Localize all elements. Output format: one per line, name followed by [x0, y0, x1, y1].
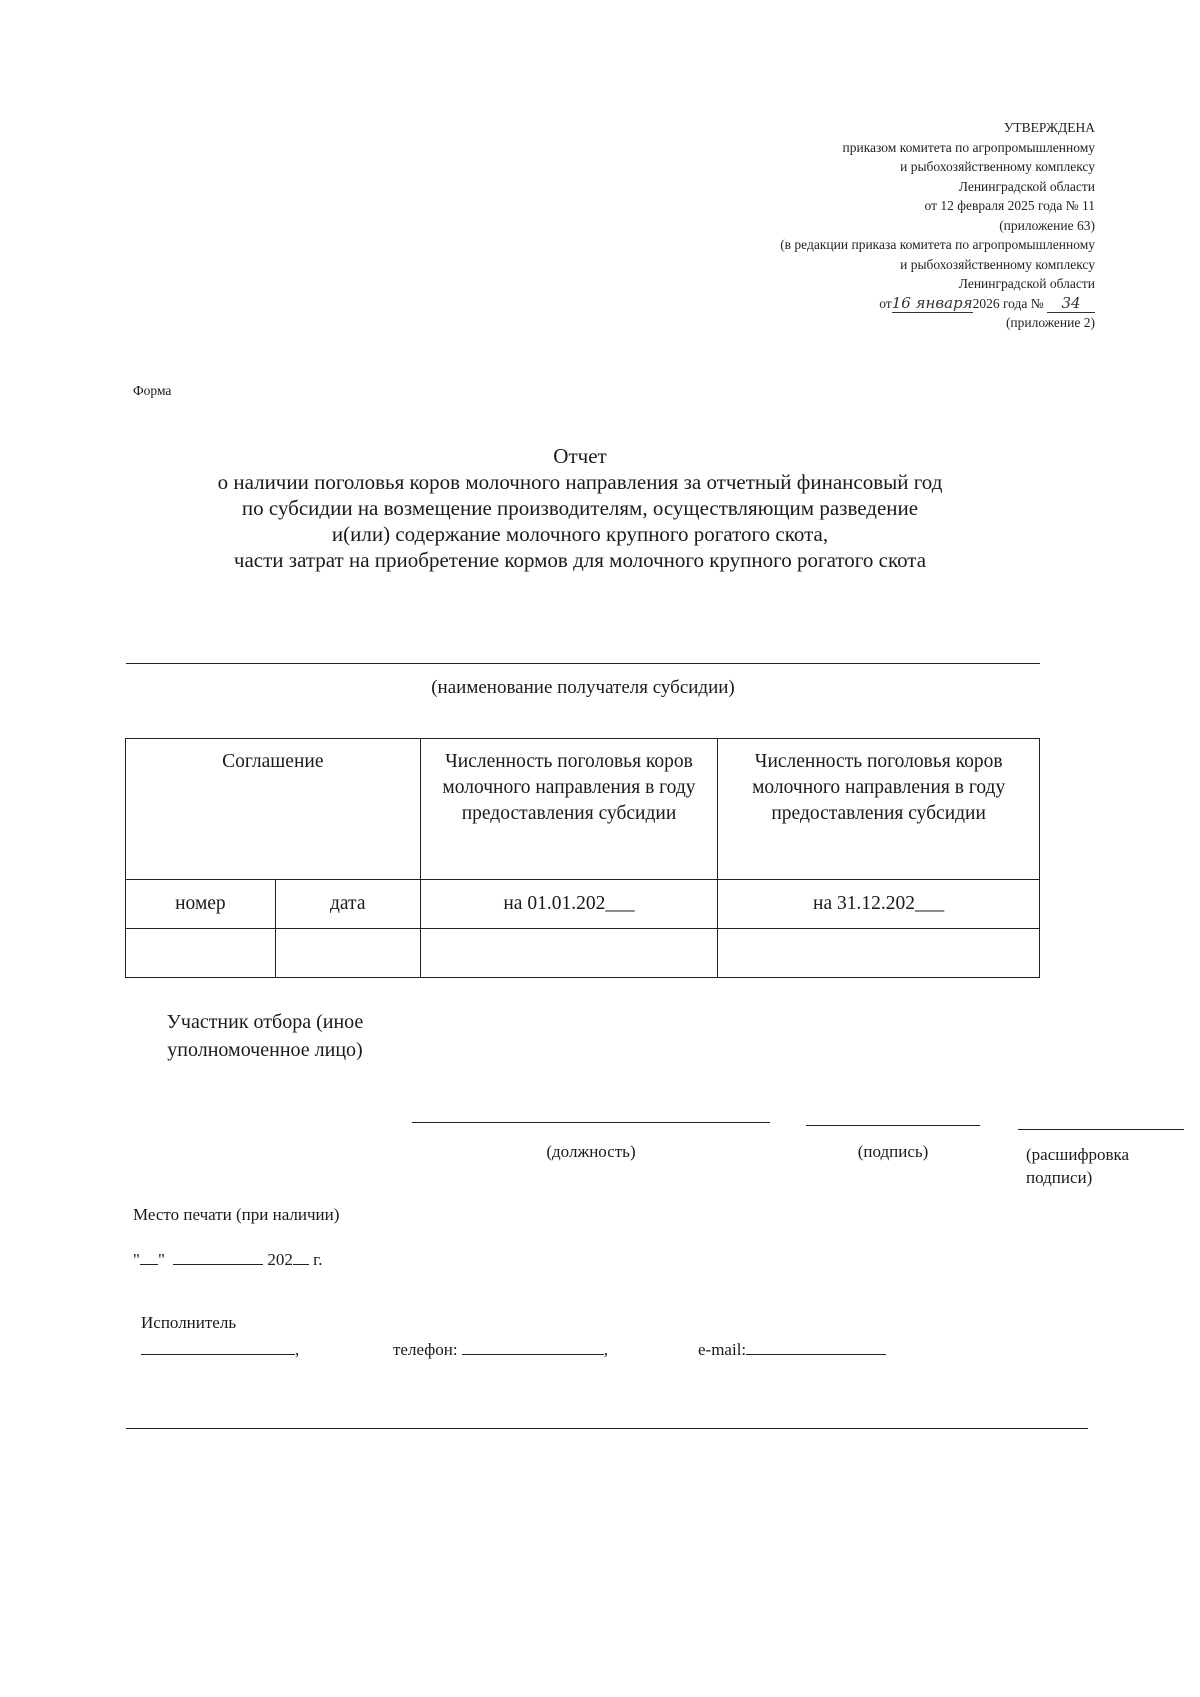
approval-date-prefix: от	[879, 295, 892, 311]
phone-label: телефон:	[393, 1340, 458, 1359]
approval-line: и рыбохозяйственному комплексу	[900, 256, 1095, 272]
subheader-on-date-end: на 31.12.202___	[718, 880, 1040, 929]
approval-line: от 12 февраля 2025 года № 11	[924, 198, 1095, 213]
cell-count-start[interactable]	[420, 929, 718, 978]
title-heading: Отчет	[553, 444, 607, 468]
cell-number[interactable]	[126, 929, 276, 978]
date-quote-open: "	[133, 1250, 140, 1269]
title-line: о наличии поголовья коров молочного направления за отчетный финансовый год	[217, 470, 943, 494]
header-agreement: Соглашение	[126, 739, 421, 880]
approval-line: приказом комитета по агропромышленному	[842, 139, 1095, 155]
subheader-date: дата	[275, 880, 420, 929]
position-caption: (должность)	[546, 1142, 636, 1161]
phone-comma: ,	[603, 1340, 609, 1359]
year-field[interactable]	[293, 1264, 309, 1265]
executor-line	[141, 1340, 299, 1360]
cell-date[interactable]	[275, 929, 420, 978]
decoding-field[interactable]	[1018, 1129, 1184, 1130]
title-line: и(или) содержание молочного крупного рогатого скота,	[331, 522, 829, 546]
bottom-divider	[126, 1428, 1088, 1429]
approval-line: (приложение 63)	[999, 217, 1095, 233]
handwritten-number: 34	[1047, 295, 1095, 313]
signing-date-line	[133, 1250, 322, 1270]
title-line: по субсидии на возмещение производителям, осуществляющим разведение	[241, 496, 919, 520]
table-subheader-row	[126, 880, 1040, 929]
header-count-end: Численность поголовья коров молочного направления в году предоставления субсидии	[718, 739, 1040, 880]
report-title	[80, 443, 1080, 573]
approval-date-line	[615, 294, 1095, 314]
signature-field[interactable]	[806, 1125, 980, 1126]
signature-caption: (подпись)	[857, 1142, 929, 1161]
email-line	[698, 1340, 886, 1360]
approval-year: 2026 года №	[972, 295, 1044, 311]
approval-line: Ленинградской области	[958, 178, 1095, 194]
phone-field[interactable]	[462, 1354, 604, 1355]
decoding-caption: (расшифровка подписи)	[1026, 1145, 1130, 1187]
executor-label: Исполнитель	[141, 1313, 237, 1332]
email-field[interactable]	[746, 1354, 886, 1355]
table-row	[126, 929, 1040, 978]
subheader-on-date-start: на 01.01.202___	[420, 880, 718, 929]
title-line: части затрат на приобретение кормов для молочного крупного рогатого скота	[233, 548, 927, 572]
executor-name-field[interactable]	[141, 1354, 295, 1355]
recipient-name-field[interactable]	[126, 663, 1040, 664]
header-count-start: Численность поголовья коров молочного направления в году предоставления субсидии	[420, 739, 718, 880]
phone-line	[393, 1340, 608, 1360]
executor-comma: ,	[295, 1340, 300, 1359]
cell-count-end[interactable]	[718, 929, 1040, 978]
approval-line: Ленинградской области	[958, 276, 1095, 291]
seal-place-label: Место печати (при наличии)	[133, 1205, 340, 1224]
approval-appendix: (приложение 2)	[1005, 315, 1095, 330]
approval-line: (в редакции приказа комитета по агропромышленному	[780, 237, 1095, 252]
position-field[interactable]	[412, 1122, 770, 1123]
date-quote-close: "	[157, 1250, 165, 1269]
subheader-number: номер	[126, 880, 276, 929]
email-label: e-mail:	[698, 1340, 747, 1359]
form-label: Форма	[133, 383, 172, 398]
approval-block	[615, 118, 1095, 333]
handwritten-date: 16 января	[891, 293, 973, 312]
recipient-caption: (наименование получателя субсидии)	[431, 677, 735, 698]
livestock-table	[125, 738, 1040, 978]
approval-line: и рыбохозяйственному комплексу	[900, 159, 1095, 174]
table-header-row	[126, 739, 1040, 880]
day-field[interactable]	[140, 1264, 158, 1265]
date-suffix: г.	[313, 1250, 323, 1269]
approval-heading: УТВЕРЖДЕНА	[1003, 120, 1095, 135]
date-year: 202	[267, 1250, 293, 1269]
month-field[interactable]	[173, 1264, 263, 1265]
participant-label: Участник отбора (иное уполномоченное лицо)	[166, 1011, 364, 1061]
